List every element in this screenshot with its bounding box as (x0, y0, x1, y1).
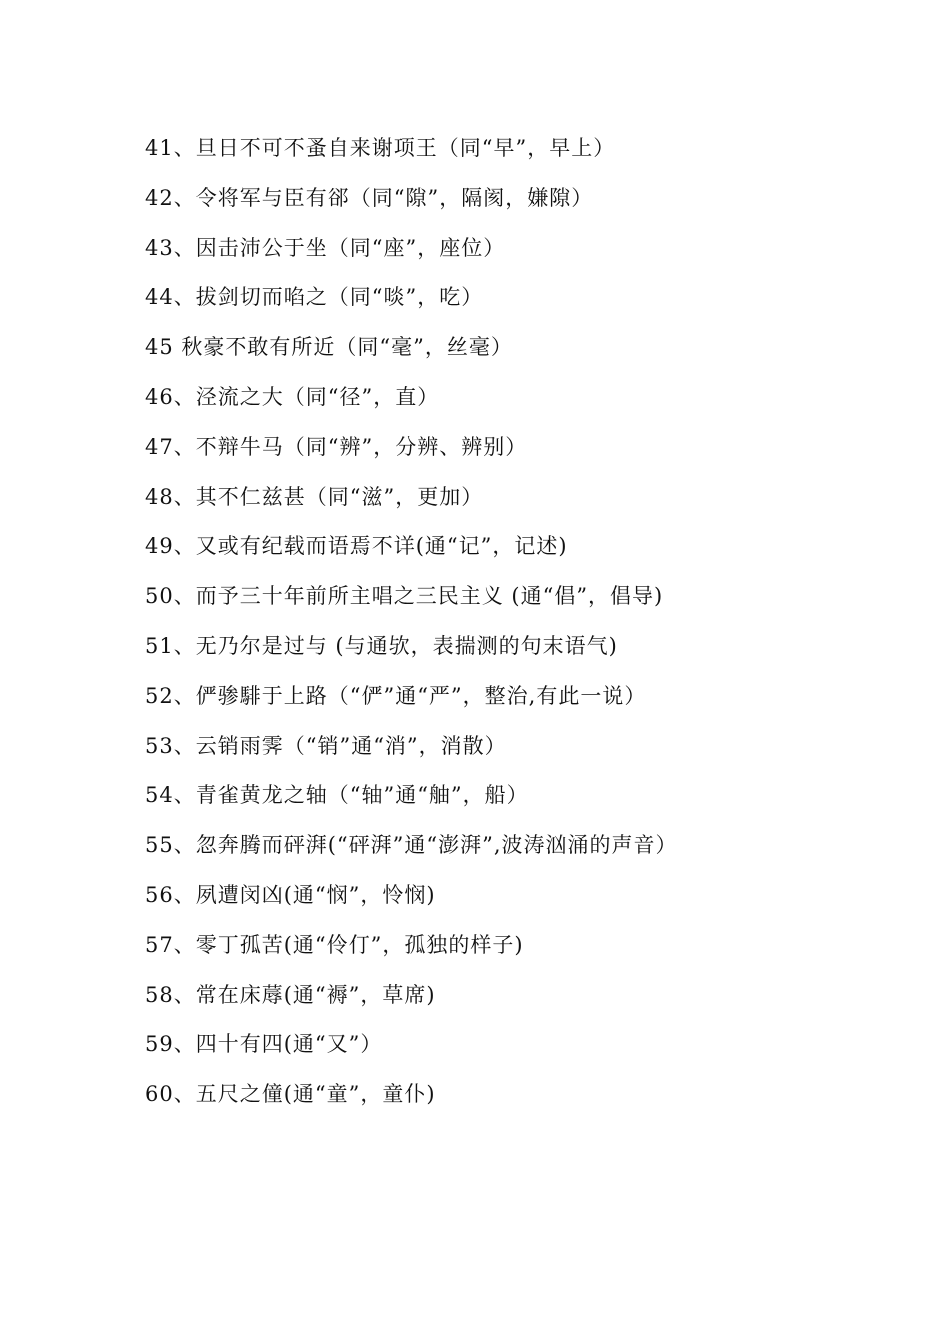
entry-47: 47、不辩牛马（同“辨”，分辨、辨别） (145, 434, 528, 459)
entry-55: 55、忽奔腾而砰湃(“砰湃”通“澎湃”,波涛汹涌的声音） (145, 833, 678, 858)
entry-45: 45 秋豪不敢有所近（同“毫”，丝毫） (145, 335, 513, 360)
entry-52: 52、俨骖騑于上路（“俨”通“严”，整治,有此一说） (145, 683, 647, 708)
entry-56: 56、夙遭闵凶(通“悯”，怜悯) (145, 882, 436, 907)
entry-51: 51、无乃尔是过与 (与通欤，表揣测的句末语气) (145, 633, 618, 658)
entry-42: 42、令将军与臣有郤（同“隙”，隔阂，嫌隙） (145, 185, 594, 210)
entry-46: 46、泾流之大（同“径”，直） (145, 384, 440, 409)
entry-43: 43、因击沛公于坐（同“座”，座位） (145, 235, 506, 260)
entry-44: 44、拔剑切而啗之（同“啖”，吃） (145, 285, 484, 310)
entry-50: 50、而予三十年前所主唱之三民主义 (通“倡”，倡导) (145, 584, 664, 609)
entry-list (145, 131, 925, 1127)
entry-54: 54、青雀黄龙之轴（“轴”通“舳”，船） (145, 783, 529, 808)
entry-58: 58、常在床蓐(通“褥”，草席) (145, 982, 436, 1007)
entry-41: 41、旦日不可不蚤自来谢项王（同“早”，早上） (145, 136, 616, 160)
entry-53: 53、云销雨霁（“销”通“消”，消散） (145, 733, 507, 758)
entry-48: 48、其不仁兹甚（同“滋”，更加） (145, 484, 484, 509)
entry-60: 60、五尺之僮(通“童”，童仆) (145, 1082, 436, 1107)
entry-57: 57、零丁孤苦(通“伶仃”，孤独的样子) (145, 932, 524, 957)
entry-49: 49、又或有纪载而语焉不详(通“记”，记述) (145, 534, 568, 559)
entry-59: 59、四十有四(通“又”） (145, 1032, 383, 1057)
